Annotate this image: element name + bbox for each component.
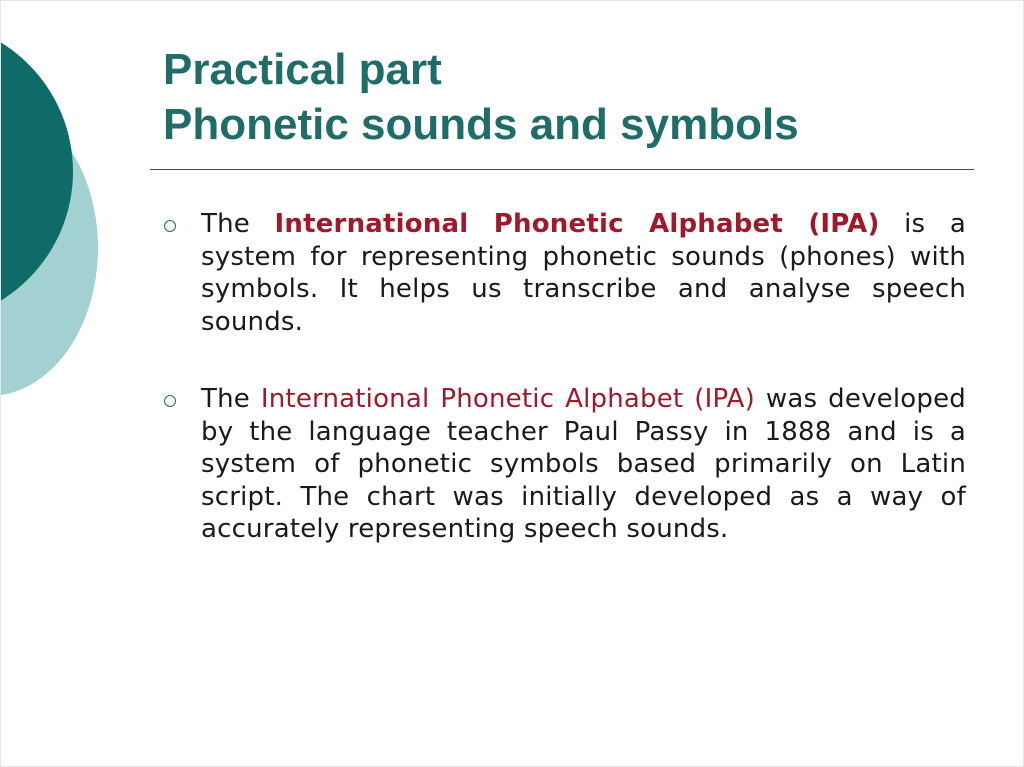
bullet-text-body: was developed by the language teacher Paul Passy in 1888 and is a system of phonetic symbols based primarily on Latin script. The chart was initially developed as a way of accurately representing speech sounds. xyxy=(201,384,966,544)
slide-title xyxy=(163,42,799,152)
bullet-text-body: is a system for representing phonetic sounds (phones) with symbols. It helps us transcribe and analyse speech sounds. xyxy=(201,209,966,337)
bullet-item-ipa-definition xyxy=(160,208,966,338)
slide-title-line-1: Practical part xyxy=(163,45,442,94)
title-divider xyxy=(150,169,974,170)
highlighted-term: International Phonetic Alphabet (IPA) xyxy=(260,384,755,414)
slide-title-line-2: Phonetic sounds and symbols xyxy=(163,100,799,149)
hollow-circle-bullet-icon xyxy=(164,220,176,232)
bullet-text-prefix: The xyxy=(201,384,261,414)
hollow-circle-bullet-icon xyxy=(164,395,176,407)
bullet-list xyxy=(160,208,966,591)
highlighted-term: International Phonetic Alphabet (IPA) xyxy=(274,209,880,239)
bullet-item-ipa-history xyxy=(160,383,966,546)
bullet-text-prefix: The xyxy=(201,209,275,239)
